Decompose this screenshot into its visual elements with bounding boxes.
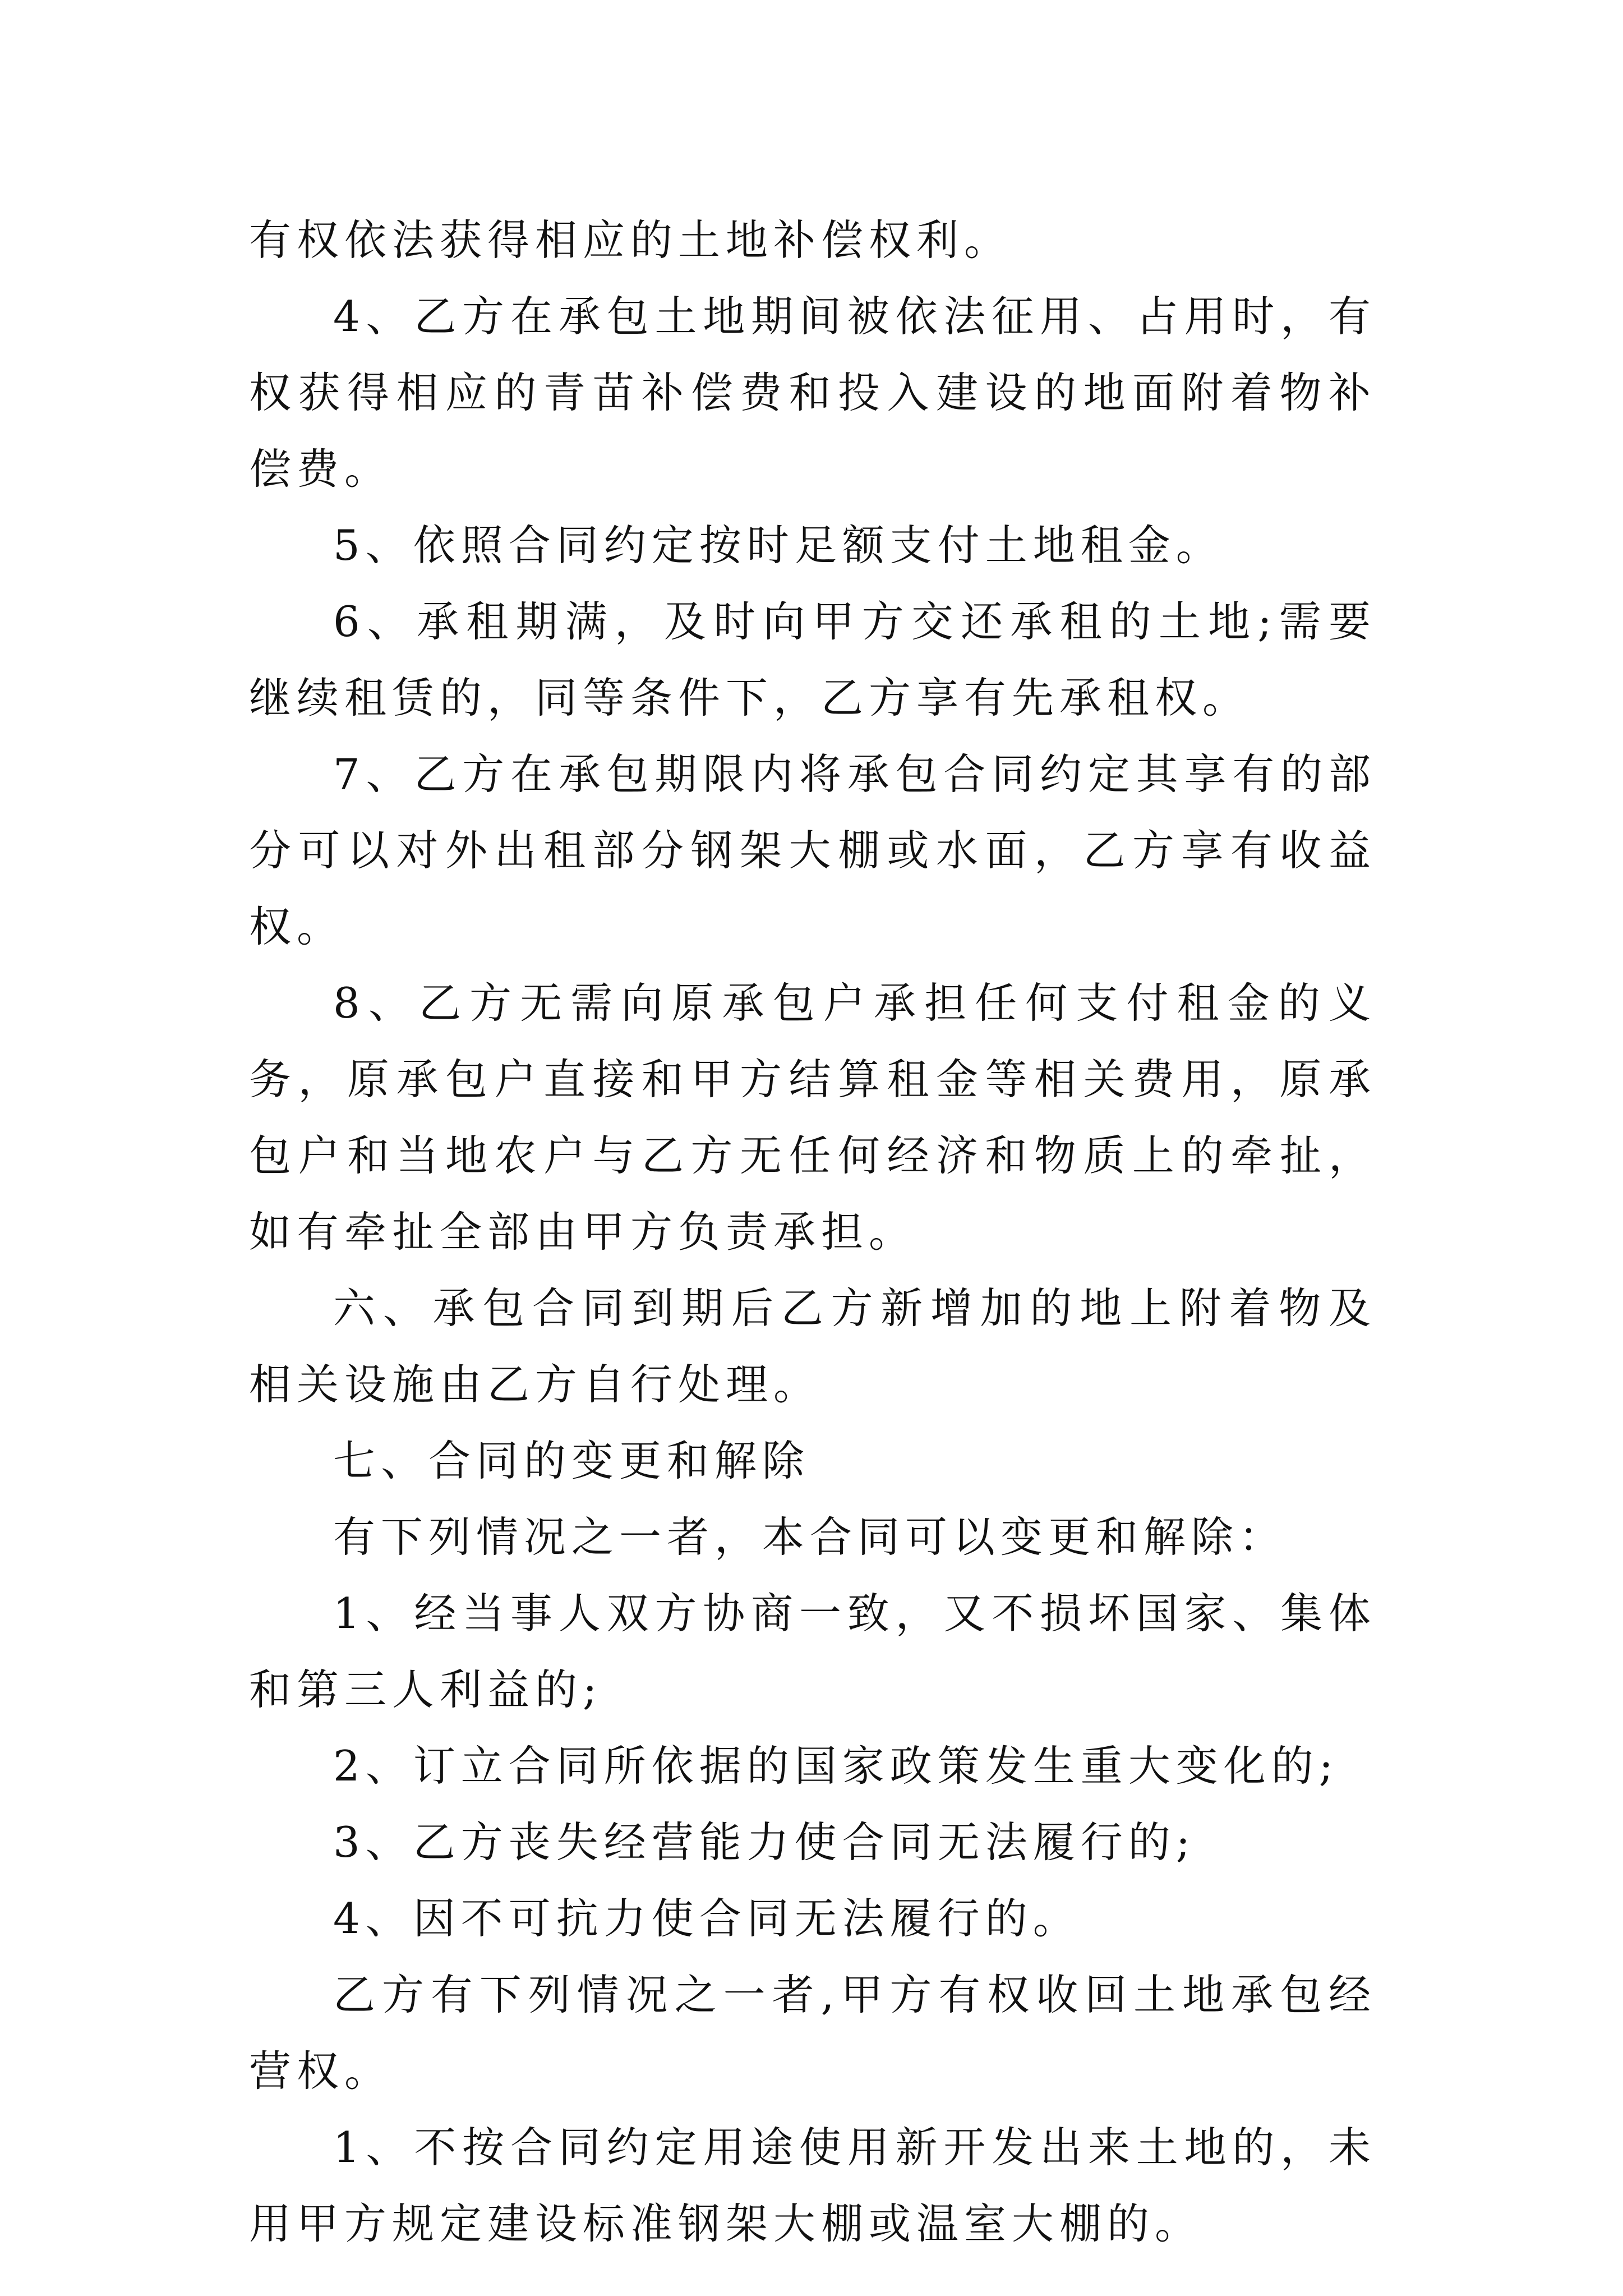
section-6-heading: 六、承包合同到期后乙方新增加的地上附着物及相关设施由乙方自行处理。 bbox=[249, 1283, 1376, 1409]
paragraph-item-4-compensation: 4、乙方在承包土地期间被依法征用、占用时，有权获得相应的青苗补偿费和投入建设的地面附着物补偿费。 bbox=[249, 292, 1376, 494]
paragraph-item-8-obligations: 8、乙方无需向原承包户承担任何支付租金的义务，原承包户直接和甲方结算租金等相关费用，原承包户和当地农户与乙方无任何经济和物质上的牵扯，如有牵扯全部由甲方负责承担。 bbox=[249, 978, 1376, 1257]
change-condition-1: 1、经当事人双方协商一致，又不损坏国家、集体和第三人利益的; bbox=[249, 1589, 1376, 1714]
document-body bbox=[249, 202, 1376, 2262]
revocation-intro: 乙方有下列情况之一者,甲方有权收回土地承包经营权。 bbox=[249, 1970, 1376, 2096]
paragraph-item-6-return-land: 6、承租期满，及时向甲方交还承租的土地;需要继续租赁的，同等条件下，乙方享有先承租权。 bbox=[249, 597, 1376, 723]
change-condition-2: 2、订立合同所依据的国家政策发生重大变化的; bbox=[333, 1741, 1339, 1791]
revocation-condition-1: 1、不按合同约定用途使用新开发出来土地的，未用甲方规定建设标准钢架大棚或温室大棚的。 bbox=[249, 2123, 1376, 2248]
change-conditions-intro: 有下列情况之一者，本合同可以变更和解除： bbox=[333, 1512, 1287, 1562]
section-7-heading: 七、合同的变更和解除 bbox=[333, 1436, 810, 1485]
paragraph-item-5-rent: 5、依照合同约定按时足额支付土地租金。 bbox=[333, 521, 1224, 570]
change-condition-4: 4、因不可抗力使合同无法履行的。 bbox=[333, 1894, 1081, 1943]
paragraph-item-7-sublease: 7、乙方在承包期限内将承包合同约定其享有的部分可以对外出租部分钢架大棚或水面，乙方享有收益权。 bbox=[249, 749, 1376, 951]
paragraph-continuation: 有权依法获得相应的土地补偿权利。 bbox=[249, 215, 1012, 265]
change-condition-3: 3、乙方丧失经营能力使合同无法履行的; bbox=[333, 1818, 1196, 1867]
